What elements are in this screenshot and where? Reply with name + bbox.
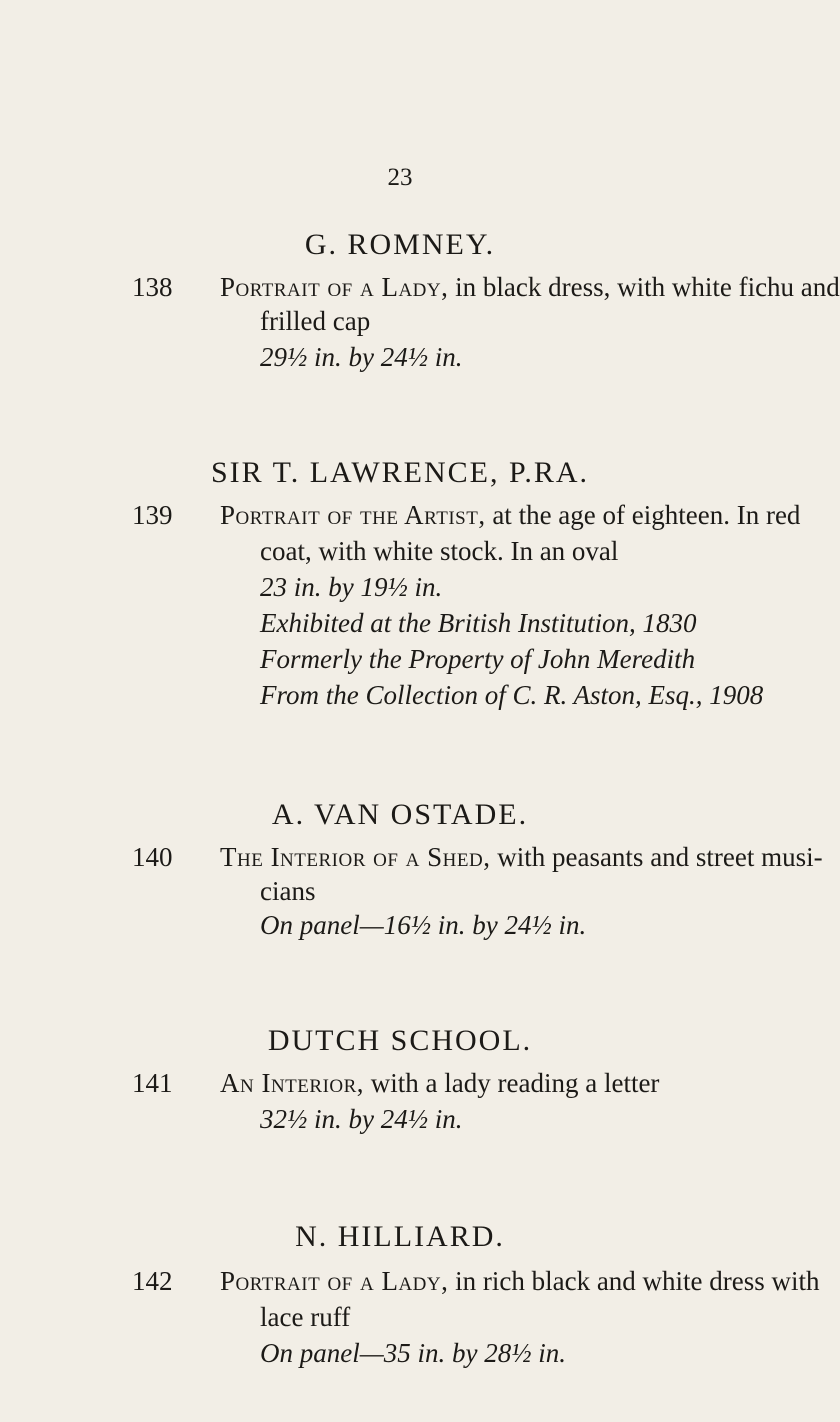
lot-dimensions: On panel—16½ in. by 24½ in. <box>260 910 587 940</box>
lot-title <box>220 500 801 531</box>
lot-dimensions: On panel—35 in. by 28½ in. <box>260 1338 566 1368</box>
lot-title-rest: at the age of eighteen. In red <box>485 500 801 530</box>
artist-heading: N. HILLIARD. <box>295 1220 505 1253</box>
artist-heading: G. ROMNEY. <box>304 228 496 261</box>
lot-title <box>220 1068 780 1099</box>
lot-title <box>220 272 840 303</box>
artist-heading: SIR T. LAWRENCE, P.RA. <box>210 456 589 489</box>
artist-heading: A. VAN OSTADE. <box>271 798 529 831</box>
lot-title-rest: with a lady reading a letter <box>364 1068 660 1098</box>
artist-heading: DUTCH SCHOOL. <box>267 1024 533 1057</box>
lot-title-lead: The Interior of a Shed, <box>220 842 491 872</box>
lot-number: 139 <box>132 500 173 530</box>
lot-dimensions: 29½ in. by 24½ in. <box>260 342 463 372</box>
lot-dimensions: 23 in. by 19½ in. <box>260 572 443 602</box>
lot-dimensions: 32½ in. by 24½ in. <box>260 1104 463 1134</box>
lot-title-lead: Portrait of a Lady, <box>220 1266 449 1296</box>
lot-title-lead: Portrait of the Artist, <box>220 500 486 530</box>
lot-title-rest: with peasants and street musi- <box>490 842 823 872</box>
lot-description-line: coat, with white stock. In an oval <box>260 536 619 566</box>
lot-provenance-line: From the Collection of C. R. Aston, Esq., 1908 <box>260 680 764 710</box>
lot-number: 142 <box>132 1266 173 1296</box>
lot-number: 141 <box>132 1068 173 1098</box>
lot-title-lead: An Interior, <box>220 1068 365 1098</box>
lot-description-line: frilled cap <box>260 306 371 336</box>
lot-provenance-line: Exhibited at the British Institution, 1830 <box>260 608 697 638</box>
lot-title <box>220 842 823 873</box>
page-number: 23 <box>387 164 413 191</box>
lot-provenance-line: Formerly the Property of John Meredith <box>260 644 696 674</box>
lot-title-rest: in black dress, with white fichu and <box>448 272 840 302</box>
lot-title-rest: in rich black and white dress with <box>448 1266 820 1296</box>
lot-description-line: lace ruff <box>260 1302 351 1332</box>
lot-title <box>220 1266 820 1297</box>
lot-number: 138 <box>132 272 173 302</box>
lot-title-lead: Portrait of a Lady, <box>220 272 449 302</box>
lot-description-line: cians <box>260 876 316 906</box>
lot-number: 140 <box>132 842 173 872</box>
